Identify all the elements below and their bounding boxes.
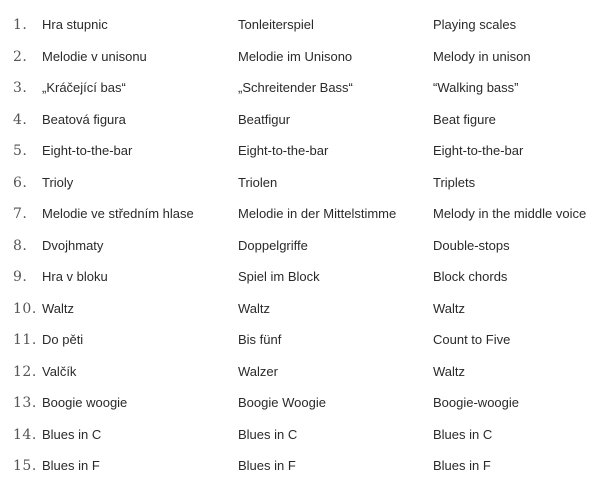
item-number: 11.	[13, 332, 37, 348]
item-number: 2.	[13, 48, 28, 65]
title-english: Melody in unison	[433, 48, 531, 64]
title-czech: Do pěti	[42, 332, 84, 347]
item-number: 10.	[13, 300, 37, 317]
table-row	[0, 141, 600, 172]
title-czech: Hra stupnic	[42, 17, 108, 32]
title-german: Melodie in der Mittelstimme	[238, 206, 397, 221]
title-czech: „Kráčející bas“	[42, 80, 126, 95]
table-row	[0, 204, 600, 235]
title-czech: Beatová figura	[42, 111, 126, 127]
title-german: Eight-to-the-bar	[238, 143, 329, 158]
table-row	[0, 15, 600, 46]
title-german: Triolen	[238, 174, 278, 190]
title-german: Waltz	[238, 300, 271, 316]
item-number: 4.	[13, 111, 28, 128]
title-czech: Melodie v unisonu	[42, 48, 147, 64]
item-number: 6.	[13, 174, 28, 191]
title-czech: Waltz	[42, 300, 75, 316]
title-czech: Valčík	[42, 363, 77, 379]
table-row	[0, 299, 600, 330]
title-english: Beat figure	[433, 111, 496, 127]
title-english: Triplets	[433, 174, 476, 190]
item-number: 14.	[13, 426, 37, 443]
title-czech: Trioly	[42, 174, 74, 190]
title-english: Waltz	[433, 363, 466, 379]
item-number: 9.	[13, 269, 28, 285]
item-number: 1.	[13, 17, 28, 33]
title-german: Beatfigur	[238, 111, 291, 127]
title-german: Spiel im Block	[238, 269, 320, 284]
title-english: Blues in C	[433, 426, 493, 442]
title-german: Walzer	[238, 363, 278, 379]
table-row	[0, 78, 600, 109]
item-number: 15.	[13, 458, 37, 474]
title-german: Melodie im Unisono	[238, 48, 353, 64]
title-german: Bis fünf	[238, 332, 282, 347]
item-number: 8.	[13, 237, 28, 254]
table-row	[0, 456, 600, 487]
title-czech: Melodie ve středním hlase	[42, 206, 194, 221]
title-german: „Schreitender Bass“	[238, 80, 353, 95]
title-czech: Dvojhmaty	[42, 237, 104, 253]
table-row	[0, 267, 600, 298]
title-english: Double-stops	[433, 237, 510, 253]
title-english: Eight-to-the-bar	[433, 143, 524, 158]
item-number: 12.	[13, 363, 37, 380]
title-czech: Eight-to-the-bar	[42, 143, 133, 158]
item-number: 5.	[13, 143, 28, 159]
title-german: Tonleiterspiel	[238, 17, 314, 32]
table-row	[0, 330, 600, 361]
table-row	[0, 362, 600, 393]
title-english: Waltz	[433, 300, 466, 316]
title-english: Count to Five	[433, 332, 511, 347]
title-czech: Blues in F	[42, 458, 100, 473]
item-number: 13.	[13, 395, 37, 411]
title-german: Blues in C	[238, 426, 298, 442]
title-english: Block chords	[433, 269, 508, 284]
title-german: Doppelgriffe	[238, 237, 308, 253]
table-row	[0, 425, 600, 456]
item-number: 3.	[13, 80, 28, 96]
title-english: Blues in F	[433, 458, 491, 473]
table-row	[0, 47, 600, 78]
title-czech: Blues in C	[42, 426, 102, 442]
title-english: Boogie-woogie	[433, 395, 520, 410]
table-row	[0, 110, 600, 141]
title-english: “Walking bass”	[433, 80, 519, 95]
title-english: Melody in the middle voice	[433, 206, 587, 221]
item-number: 7.	[13, 206, 28, 222]
table-row	[0, 236, 600, 267]
title-english: Playing scales	[433, 17, 517, 32]
title-german: Blues in F	[238, 458, 296, 473]
table-row	[0, 393, 600, 424]
title-czech: Boogie woogie	[42, 395, 128, 410]
table-row	[0, 173, 600, 204]
title-czech: Hra v bloku	[42, 269, 108, 284]
title-german: Boogie Woogie	[238, 395, 326, 410]
